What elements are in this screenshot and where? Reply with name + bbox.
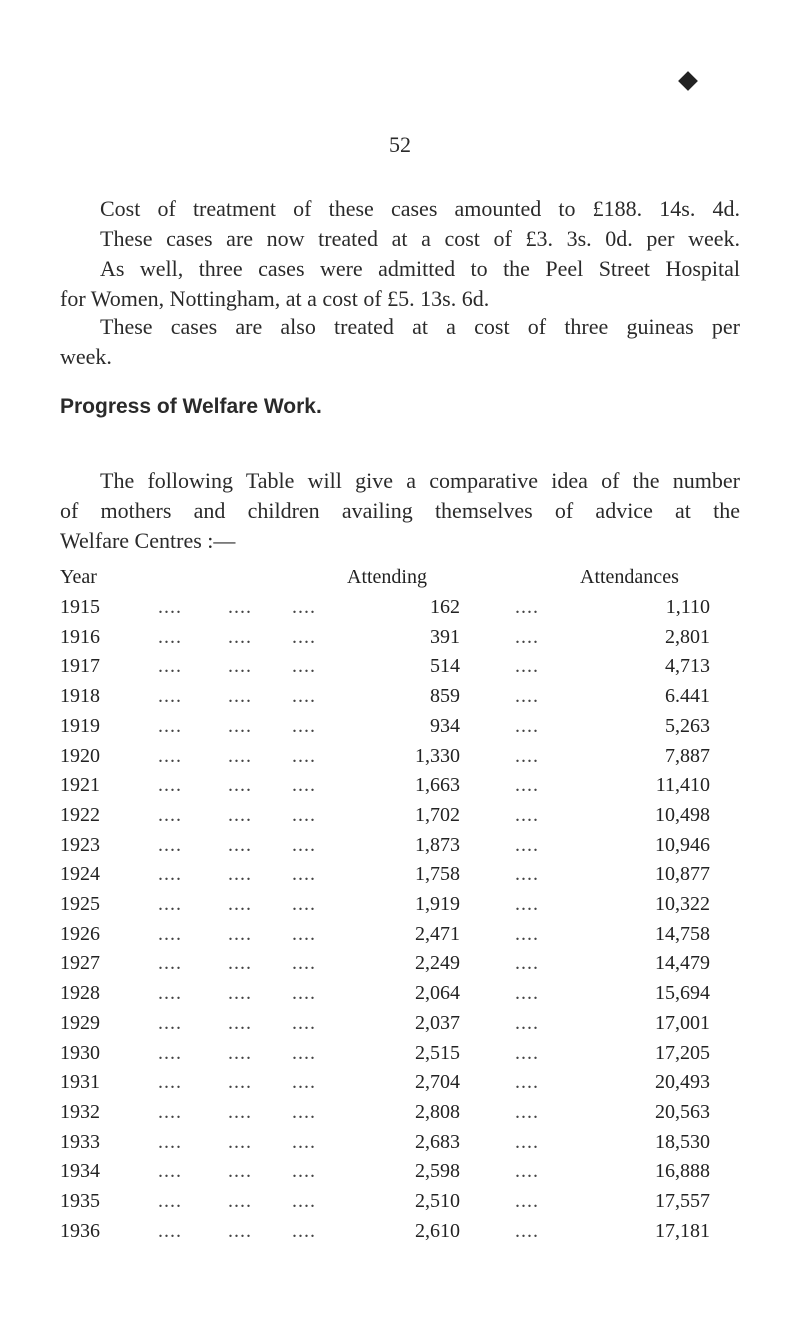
leader-dots: ....	[158, 863, 182, 886]
leader-dots: ....	[515, 596, 539, 618]
leader-dots: ....	[158, 833, 182, 856]
attending-cell: 2,598	[415, 1160, 460, 1183]
leader-dots: ....	[228, 1071, 252, 1094]
attendances-cell: 20,493	[655, 1071, 710, 1094]
leader-dots: ....	[228, 1190, 252, 1212]
leader-dots: ....	[228, 952, 252, 975]
leader-dots: ....	[515, 655, 539, 678]
leader-dots: ....	[158, 952, 182, 975]
leader-dots: ....	[292, 1011, 316, 1034]
header-attendances: Attendances	[580, 566, 679, 588]
leader-dots: ....	[515, 714, 539, 737]
leader-dots: ....	[515, 803, 539, 826]
attendances-cell: 17,205	[655, 1041, 710, 1064]
table-row	[60, 1131, 760, 1161]
leader-dots: ....	[515, 1160, 539, 1183]
paragraph-line: These cases are also treated at a cost of three guineas per	[100, 314, 740, 339]
leader-dots: ....	[292, 803, 316, 826]
leader-dots: ....	[158, 714, 182, 737]
attendances-cell: 15,694	[655, 982, 710, 1005]
table-row	[60, 626, 760, 656]
table-row	[60, 1190, 760, 1220]
leader-dots: ....	[292, 1219, 316, 1242]
attendances-cell: 7,887	[665, 744, 710, 767]
attendances-cell: 6.441	[665, 685, 710, 708]
table-row	[60, 923, 760, 953]
leader-dots: ....	[515, 982, 539, 1005]
year-cell: 1928	[60, 982, 100, 1005]
leader-dots: ....	[158, 982, 182, 1005]
year-cell: 1919	[60, 714, 100, 737]
year-cell: 1922	[60, 803, 100, 826]
leader-dots: ....	[292, 685, 316, 708]
leader-dots: ....	[292, 952, 316, 975]
attending-cell: 1,702	[415, 803, 460, 826]
leader-dots: ....	[292, 982, 316, 1005]
leader-dots: ....	[158, 1219, 182, 1242]
attending-cell: 514	[430, 655, 460, 678]
paragraph-line: week.	[60, 344, 112, 369]
leader-dots: ....	[515, 1011, 539, 1034]
table-row	[60, 774, 760, 804]
table-row	[60, 1071, 760, 1101]
attending-cell: 2,515	[415, 1041, 460, 1064]
leader-dots: ....	[228, 833, 252, 856]
attendances-cell: 2,801	[665, 625, 710, 648]
leader-dots: ....	[515, 952, 539, 975]
leader-dots: ....	[158, 803, 182, 826]
leader-dots: ....	[158, 685, 182, 708]
table-row	[60, 596, 760, 626]
leader-dots: ....	[228, 1219, 252, 1242]
paragraph-guineas	[60, 312, 740, 372]
paragraph-line: These cases are now treated at a cost of £3. 3s. 0d. per week.	[100, 226, 740, 251]
leader-dots: ....	[515, 893, 539, 915]
header-year: Year	[60, 566, 97, 588]
attendances-cell: 5,263	[665, 714, 710, 737]
paragraph-table-intro	[60, 466, 740, 556]
attendances-cell: 4,713	[665, 655, 710, 678]
leader-dots: ....	[515, 1130, 539, 1153]
leader-dots: ....	[228, 1160, 252, 1183]
year-cell: 1918	[60, 685, 100, 708]
page-number: 52	[389, 132, 411, 157]
leader-dots: ....	[228, 1100, 252, 1123]
leader-dots: ....	[158, 1190, 182, 1212]
leader-dots: ....	[158, 1071, 182, 1094]
year-cell: 1924	[60, 863, 100, 886]
attendances-cell: 17,557	[655, 1190, 710, 1212]
attending-cell: 2,683	[415, 1130, 460, 1153]
attending-cell: 934	[430, 714, 460, 737]
leader-dots: ....	[228, 982, 252, 1005]
attendances-cell: 18,530	[655, 1130, 710, 1153]
leader-dots: ....	[228, 685, 252, 708]
attending-cell: 2,610	[415, 1219, 460, 1242]
year-cell: 1916	[60, 625, 100, 648]
attendances-cell: 11,410	[655, 774, 710, 797]
leader-dots: ....	[292, 833, 316, 856]
leader-dots: ....	[228, 1130, 252, 1153]
attendances-cell: 16,888	[655, 1160, 710, 1183]
leader-dots: ....	[158, 625, 182, 648]
attendances-cell: 17,001	[655, 1011, 710, 1034]
leader-dots: ....	[228, 893, 252, 915]
year-cell: 1923	[60, 833, 100, 856]
year-cell: 1920	[60, 744, 100, 767]
leader-dots: ....	[292, 922, 316, 945]
table-header	[60, 566, 760, 596]
attendances-cell: 1,110	[665, 596, 710, 618]
table-row	[60, 1220, 760, 1250]
year-cell: 1930	[60, 1041, 100, 1064]
leader-dots: ....	[515, 863, 539, 886]
leader-dots: ....	[228, 774, 252, 797]
year-cell: 1927	[60, 952, 100, 975]
table-row	[60, 1012, 760, 1042]
leader-dots: ....	[228, 803, 252, 826]
attendances-cell: 10,946	[655, 833, 710, 856]
header-attending: Attending	[347, 566, 427, 588]
leader-dots: ....	[292, 1100, 316, 1123]
attending-cell: 1,873	[415, 833, 460, 856]
year-cell: 1933	[60, 1130, 100, 1153]
attendances-cell: 14,758	[655, 922, 710, 945]
leader-dots: ....	[515, 922, 539, 945]
paragraph-line: Cost of treatment of these cases amounted to £188. 14s. 4d.	[100, 196, 740, 221]
table-row	[60, 745, 760, 775]
leader-dots: ....	[515, 744, 539, 767]
leader-dots: ....	[292, 863, 316, 886]
attending-cell: 1,919	[415, 893, 460, 915]
attending-cell: 1,758	[415, 863, 460, 886]
attending-cell: 2,249	[415, 952, 460, 975]
table-row	[60, 715, 760, 745]
leader-dots: ....	[228, 922, 252, 945]
leader-dots: ....	[515, 625, 539, 648]
attendances-cell: 10,322	[655, 893, 710, 915]
leader-dots: ....	[158, 893, 182, 915]
table-row	[60, 982, 760, 1012]
year-cell: 1929	[60, 1011, 100, 1034]
leader-dots: ....	[158, 1041, 182, 1064]
leader-dots: ....	[158, 1011, 182, 1034]
table-row	[60, 952, 760, 982]
year-cell: 1921	[60, 774, 100, 797]
leader-dots: ....	[515, 1219, 539, 1242]
leader-dots: ....	[292, 1190, 316, 1212]
leader-dots: ....	[228, 625, 252, 648]
year-cell: 1934	[60, 1160, 100, 1183]
leader-dots: ....	[515, 833, 539, 856]
leader-dots: ....	[158, 922, 182, 945]
attending-cell: 1,663	[415, 774, 460, 797]
leader-dots: ....	[158, 1130, 182, 1153]
leader-dots: ....	[292, 1130, 316, 1153]
attending-cell: 2,471	[415, 922, 460, 945]
leader-dots: ....	[228, 714, 252, 737]
section-heading: Progress of Welfare Work.	[60, 395, 322, 418]
year-cell: 1931	[60, 1071, 100, 1094]
table-row	[60, 1101, 760, 1131]
leader-dots: ....	[228, 1041, 252, 1064]
attendances-cell: 10,877	[655, 863, 710, 886]
leader-dots: ....	[158, 596, 182, 618]
leader-dots: ....	[228, 744, 252, 767]
attendances-cell: 17,181	[655, 1219, 710, 1242]
leader-dots: ....	[158, 774, 182, 797]
leader-dots: ....	[228, 863, 252, 886]
paragraph-line: Welfare Centres :—	[60, 528, 236, 553]
leader-dots: ....	[228, 1011, 252, 1034]
paragraph-treatment-cost	[60, 194, 740, 314]
attendances-cell: 14,479	[655, 952, 710, 975]
leader-dots: ....	[515, 774, 539, 797]
leader-dots: ....	[228, 596, 252, 618]
attending-cell: 2,704	[415, 1071, 460, 1094]
table-row	[60, 1160, 760, 1190]
leader-dots: ....	[292, 774, 316, 797]
year-cell: 1936	[60, 1219, 100, 1242]
attending-cell: 2,808	[415, 1100, 460, 1123]
attending-cell: 2,064	[415, 982, 460, 1005]
diamond-mark-icon	[678, 71, 698, 91]
year-cell: 1915	[60, 596, 100, 618]
year-cell: 1932	[60, 1100, 100, 1123]
paragraph-line: for Women, Nottingham, at a cost of £5. 13s. 6d.	[60, 286, 490, 311]
leader-dots: ....	[228, 655, 252, 678]
attendances-cell: 10,498	[655, 803, 710, 826]
attending-cell: 391	[430, 625, 460, 648]
table-row	[60, 685, 760, 715]
table-row	[60, 804, 760, 834]
leader-dots: ....	[292, 744, 316, 767]
paragraph-line: As well, three cases were admitted to the Peel Street Hospital	[100, 256, 740, 281]
leader-dots: ....	[515, 1041, 539, 1064]
year-cell: 1917	[60, 655, 100, 678]
leader-dots: ....	[158, 744, 182, 767]
attending-cell: 162	[430, 596, 460, 618]
year-cell: 1926	[60, 922, 100, 945]
attending-cell: 2,510	[415, 1190, 460, 1212]
attending-cell: 1,330	[415, 744, 460, 767]
table-row	[60, 655, 760, 685]
table-row	[60, 863, 760, 893]
leader-dots: ....	[292, 714, 316, 737]
year-cell: 1935	[60, 1190, 100, 1212]
table-row	[60, 1042, 760, 1072]
leader-dots: ....	[292, 893, 316, 915]
attending-cell: 2,037	[415, 1011, 460, 1034]
leader-dots: ....	[292, 1071, 316, 1094]
attending-cell: 859	[430, 685, 460, 708]
table-row	[60, 893, 760, 923]
leader-dots: ....	[515, 1100, 539, 1123]
leader-dots: ....	[158, 1100, 182, 1123]
paragraph-line: The following Table will give a comparative idea of the number	[100, 468, 740, 493]
table-row	[60, 834, 760, 864]
leader-dots: ....	[515, 685, 539, 708]
leader-dots: ....	[158, 655, 182, 678]
attendances-cell: 20,563	[655, 1100, 710, 1123]
leader-dots: ....	[292, 1160, 316, 1183]
leader-dots: ....	[515, 1071, 539, 1094]
year-cell: 1925	[60, 893, 100, 915]
paragraph-line: of mothers and children availing themselves of advice at the	[60, 498, 740, 523]
leader-dots: ....	[292, 596, 316, 618]
leader-dots: ....	[515, 1190, 539, 1212]
leader-dots: ....	[292, 655, 316, 678]
leader-dots: ....	[292, 625, 316, 648]
leader-dots: ....	[292, 1041, 316, 1064]
leader-dots: ....	[158, 1160, 182, 1183]
